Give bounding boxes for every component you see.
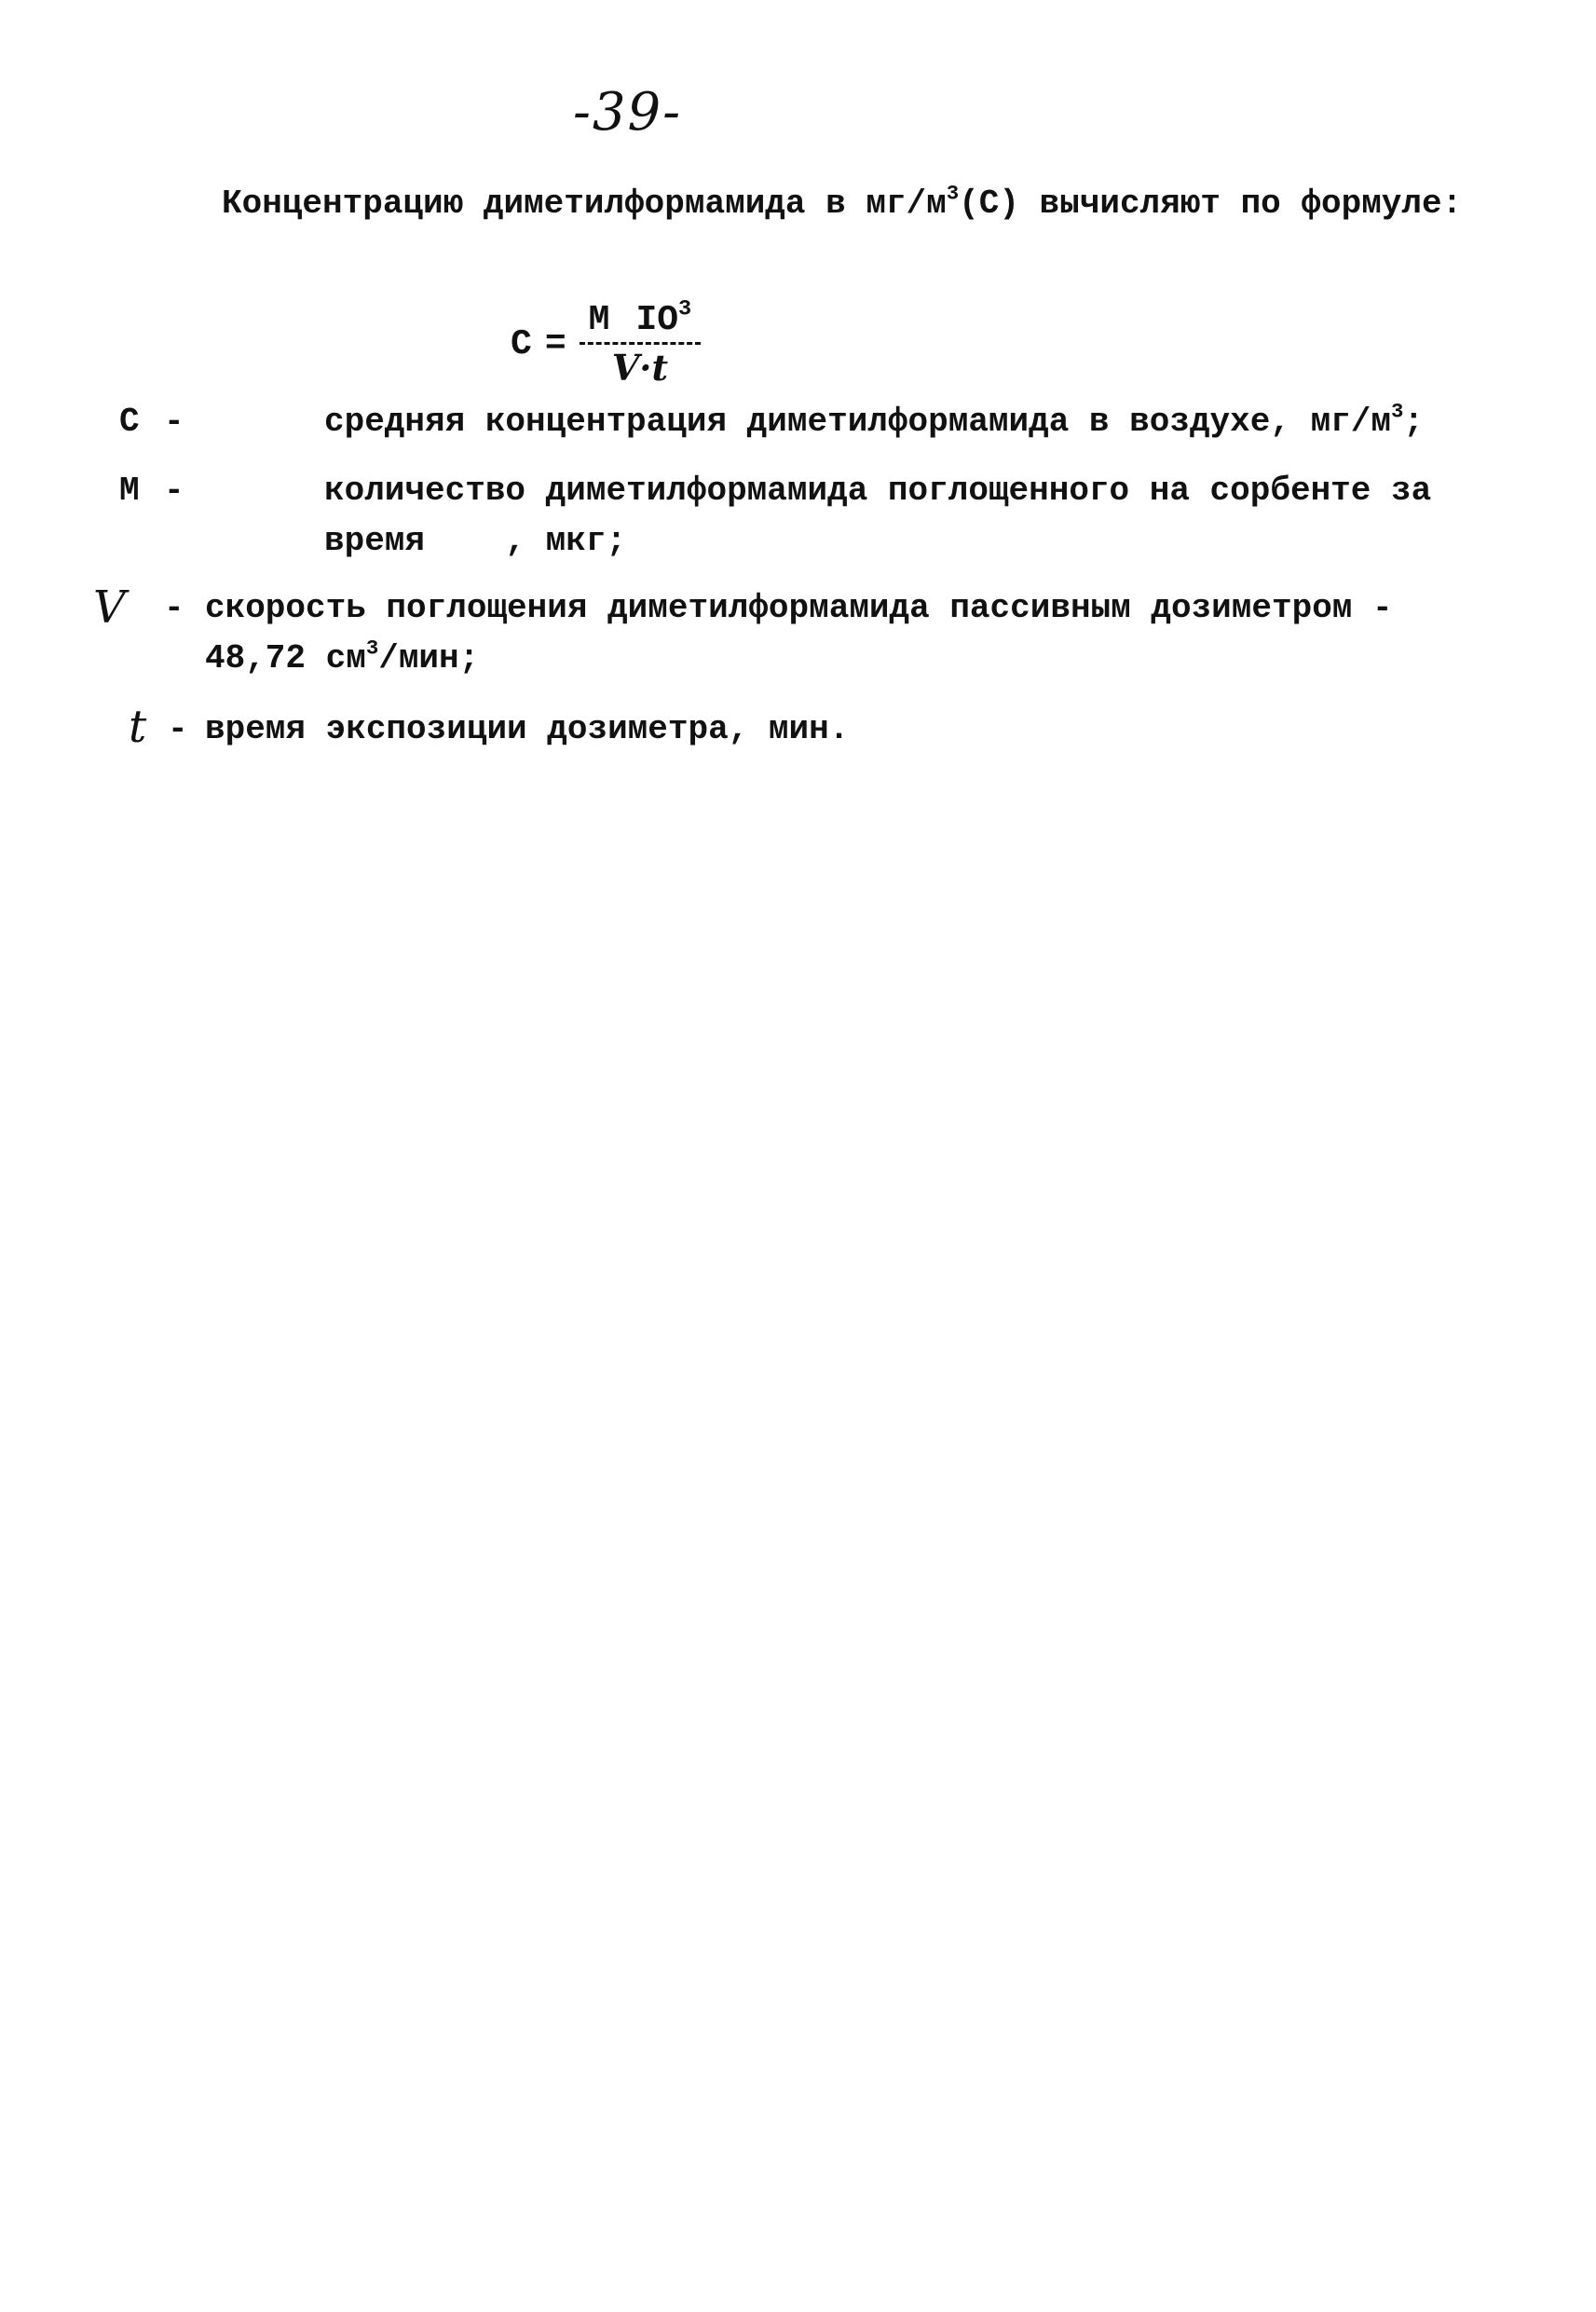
definition-t-text: время экспозиции дозиметра, мин. [205, 710, 850, 748]
definition-v-line-2b: /мин; [378, 639, 480, 677]
formula-num-m: М [588, 300, 610, 340]
formula-equals: = [544, 324, 566, 364]
definition-v-line-2 [205, 636, 480, 677]
formula-num-power [635, 296, 692, 340]
formula-num-base: IO [635, 300, 679, 340]
formula-numerator [580, 296, 702, 345]
definition-m-line-2: время , мкг; [324, 522, 627, 560]
definition-t [129, 701, 1526, 766]
definition-c-text [324, 399, 1424, 441]
definition-v-line-2a: 48,72 см [205, 639, 366, 677]
definition-v-superscript: 3 [365, 636, 379, 661]
definition-m [119, 472, 1517, 574]
intro-tail: (С) вычисляют по формуле: [959, 185, 1463, 223]
intro-superscript: 3 [946, 181, 960, 206]
definition-m-symbol: М [119, 472, 140, 510]
formula-num-exponent: 3 [678, 296, 692, 322]
definition-c-line: средняя концентрация диметилформамида в воздухе, мг/м [324, 403, 1391, 441]
formula-denominator: V·t [611, 347, 669, 389]
definition-c [119, 399, 1517, 458]
intro-text: Концентрацию диметилформамида в мг/м [222, 185, 947, 223]
definition-c-superscript: 3 [1391, 399, 1404, 424]
definition-v-symbol: V [93, 581, 126, 634]
intro-sentence [222, 181, 1463, 223]
definition-t-symbol: t [129, 701, 147, 753]
definition-c-tail: ; [1403, 403, 1424, 441]
formula [511, 296, 701, 389]
definition-t-dash: - [168, 710, 188, 748]
page-number: -39- [573, 82, 683, 143]
definition-v [93, 581, 1547, 691]
formula-fraction [580, 296, 702, 389]
definition-c-symbol: С [119, 403, 140, 441]
definition-c-dash: - [164, 403, 184, 441]
definition-m-line-1: количество диметилформамида поглощенного на сорбенте за [324, 472, 1432, 510]
definition-v-line-1: скорость поглощения диметилформамида пассивным дозиметром - [205, 589, 1393, 627]
formula-lhs: С [511, 324, 532, 364]
definition-v-dash: - [164, 589, 184, 627]
definition-m-dash: - [164, 472, 184, 510]
